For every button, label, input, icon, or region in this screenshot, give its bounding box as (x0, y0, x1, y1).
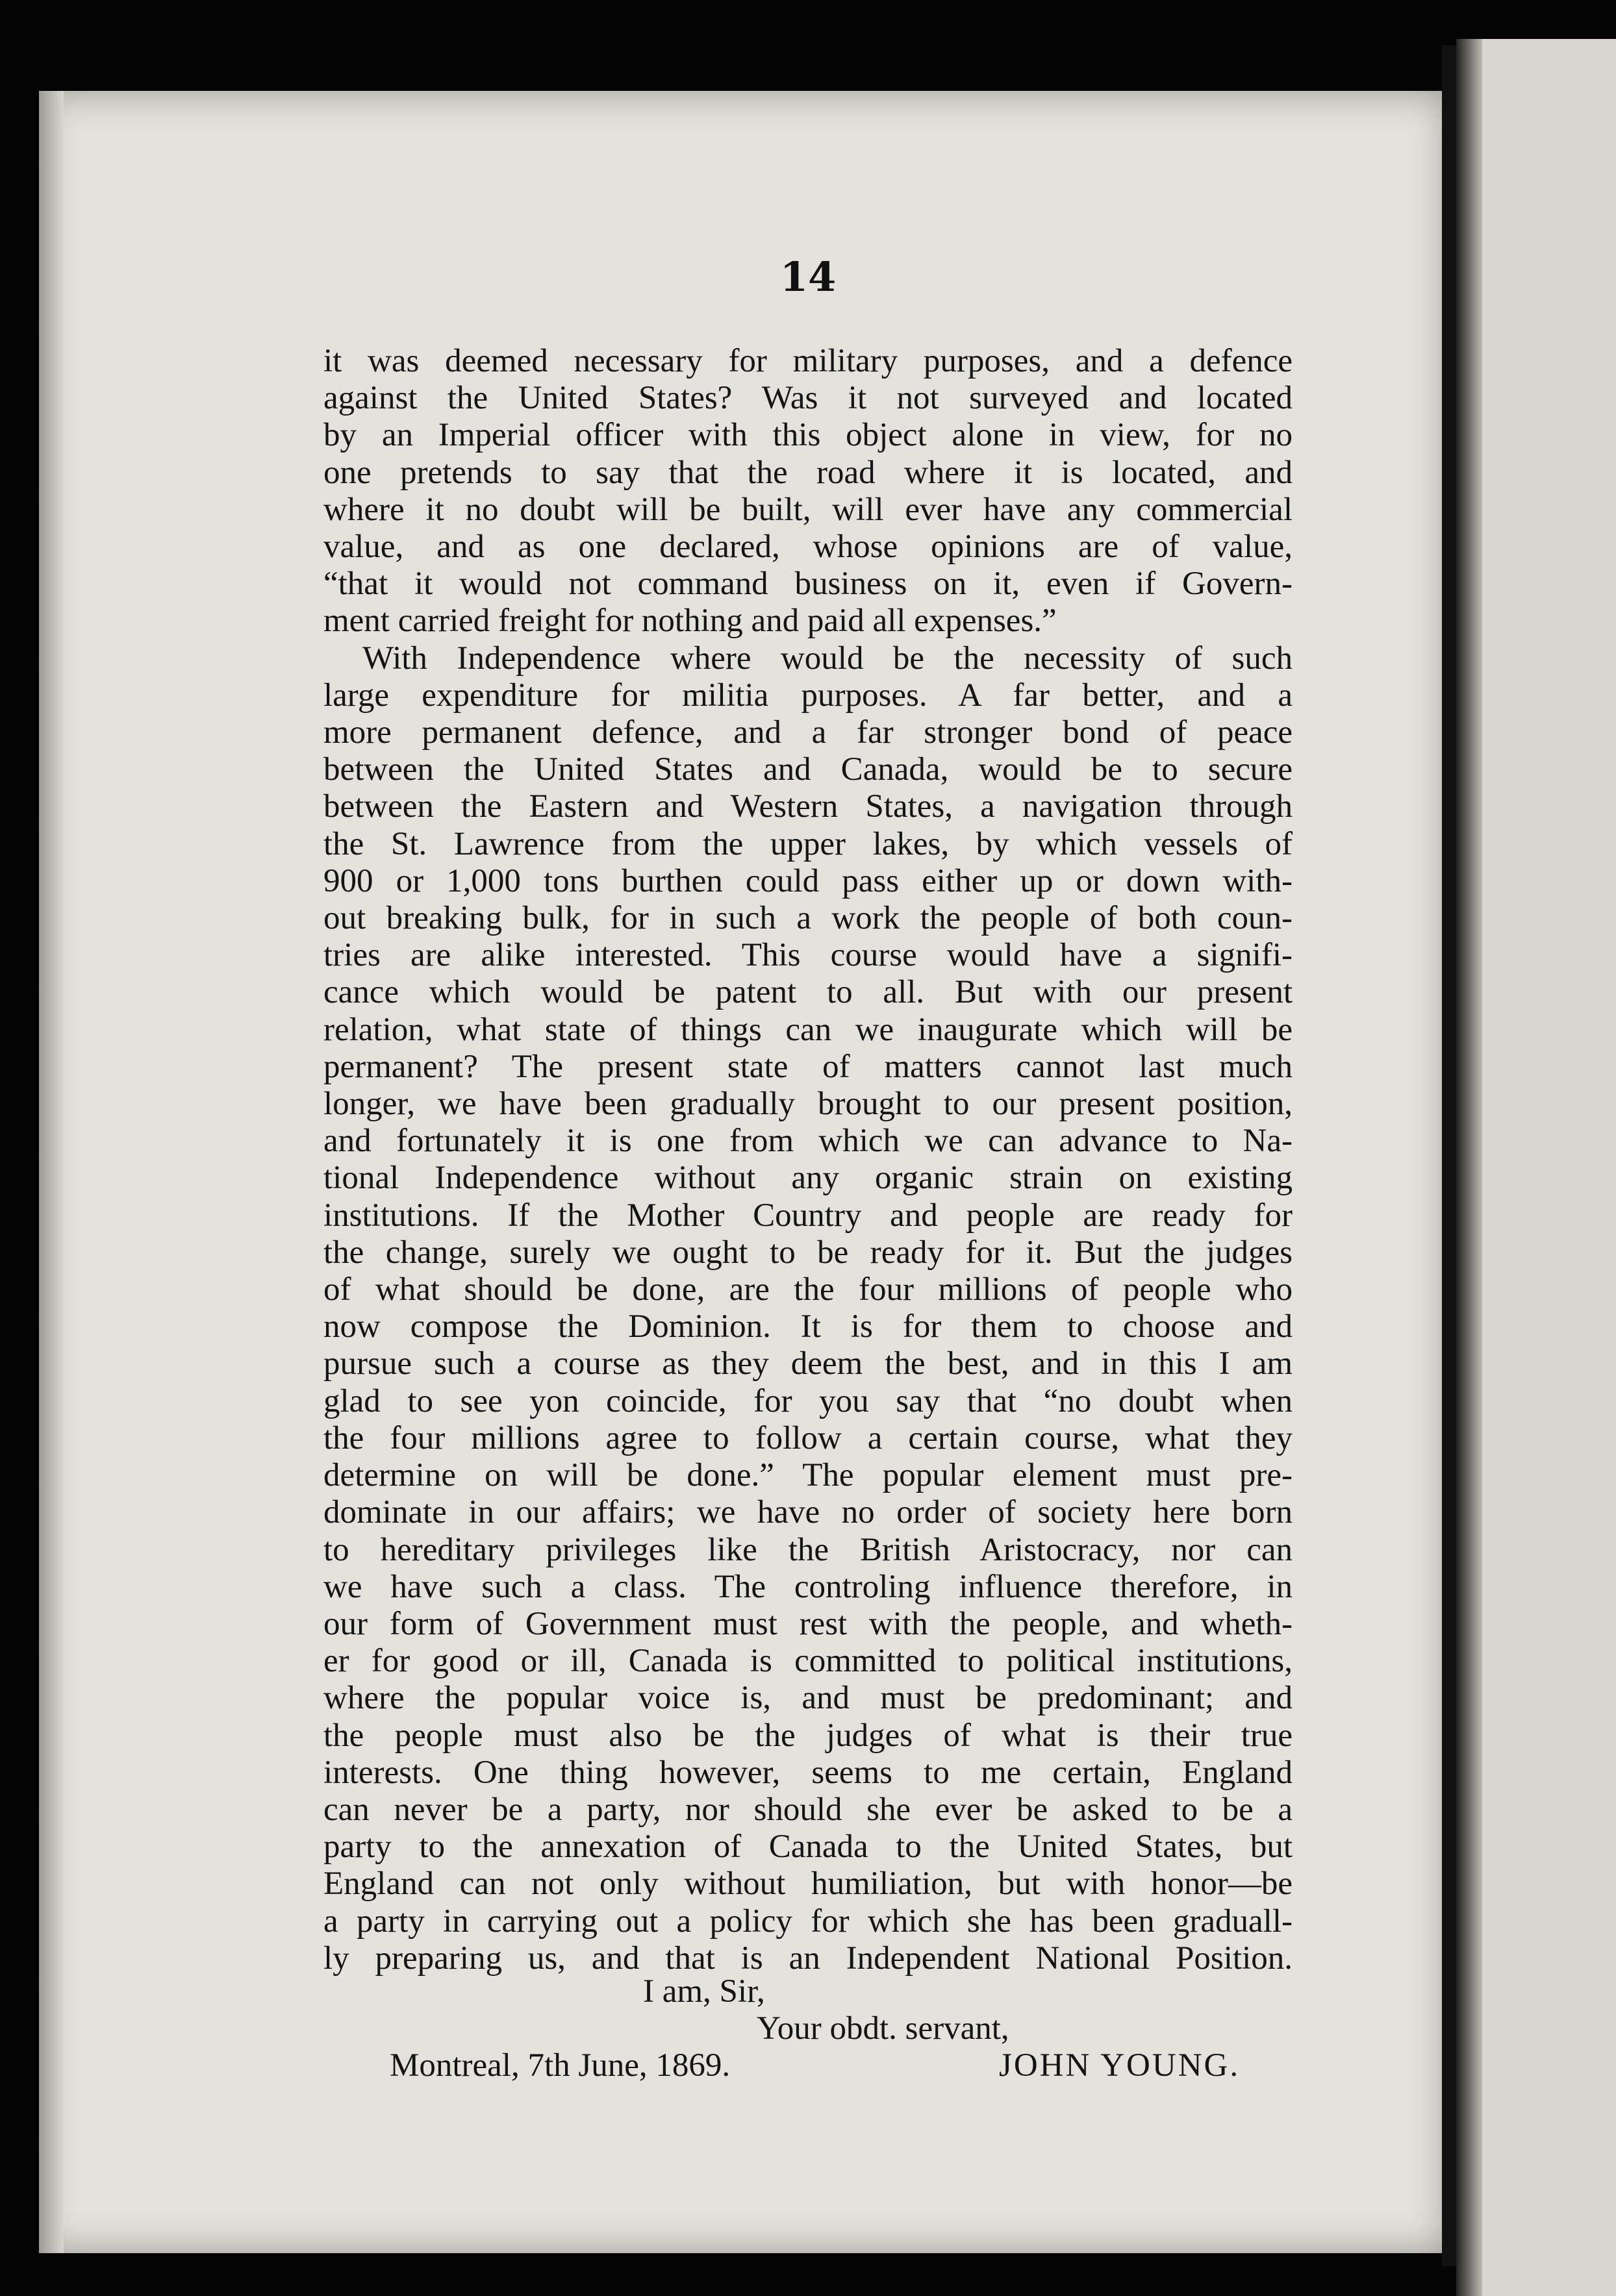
page-right-edge (1442, 45, 1456, 2266)
text-line: tries are alike interested. This course would have a signifi- (323, 937, 1293, 974)
text-line: of what should be done, are the four millions of people who (323, 1271, 1293, 1308)
text-line: large expenditure for militia purposes. A far better, and a (323, 677, 1293, 714)
place-and-date: Montreal, 7th June, 1869. (390, 2047, 731, 2084)
text-line: where it no doubt will be built, will ever have any commercial (323, 491, 1293, 528)
text-line: With Independence where would be the necessity of such (362, 640, 1293, 677)
text-line: institutions. If the Mother Country and people are ready for (323, 1197, 1293, 1234)
text-line: England can not only without humiliation, but with honor—be (323, 1866, 1293, 1903)
text-line: interests. One thing however, seems to me certain, England (323, 1754, 1293, 1791)
page-number: 14 (779, 253, 837, 301)
text-line: ly preparing us, and that is an Independent National Position. (323, 1940, 1293, 1977)
book-gutter (1456, 39, 1482, 2296)
text-line: one pretends to say that the road where it is located, and (323, 454, 1293, 491)
text-line: it was deemed necessary for military purposes, and a defence (323, 343, 1293, 379)
text-line: the four millions agree to follow a certain course, what they (323, 1419, 1293, 1456)
text-line: tional Independence without any organic strain on existing (323, 1160, 1293, 1197)
text-line: longer, we have been gradually brought to our present position, (323, 1086, 1293, 1123)
text-line: value, and as one declared, whose opinions are of value, (323, 529, 1293, 566)
text-line: to hereditary privileges like the British Aristocracy, nor can (323, 1531, 1293, 1568)
text-line: our form of Government must rest with the people, and wheth- (323, 1605, 1293, 1642)
text-line: the people must also be the judges of what is their true (323, 1717, 1293, 1754)
text-line: er for good or ill, Canada is committed to political institutions, (323, 1643, 1293, 1680)
text-line: by an Imperial officer with this object alone in view, for no (323, 417, 1293, 454)
text-line: dominate in our affairs; we have no order of society here born (323, 1494, 1293, 1531)
salutation: I am, Sir, (643, 1973, 765, 2010)
text-line: cance which would be patent to all. But with our present (323, 974, 1293, 1011)
text-line: “that it would not command business on it, even if Govern- (323, 566, 1293, 603)
text-line: ment carried freight for nothing and paid all expenses.” (323, 603, 1057, 640)
text-line: relation, what state of things can we inaugurate which will be (323, 1011, 1293, 1048)
text-line: can never be a party, nor should she ever be asked to be a (323, 1791, 1293, 1828)
text-line: party to the annexation of Canada to the United States, but (323, 1828, 1293, 1866)
letter-body (323, 343, 1293, 1977)
text-line: between the United States and Canada, would be to secure (323, 751, 1293, 788)
text-line: 900 or 1,000 tons burthen could pass either up or down with- (323, 862, 1293, 899)
page-left-margin-shadow (39, 91, 64, 2253)
text-line: where the popular voice is, and must be predominant; and (323, 1680, 1293, 1717)
text-line: out breaking bulk, for in such a work the people of both coun- (323, 900, 1293, 937)
text-line: between the Eastern and Western States, a navigation through (323, 788, 1293, 825)
text-line: and fortunately it is one from which we can advance to Na- (323, 1123, 1293, 1160)
text-line: more permanent defence, and a far stronger bond of peace (323, 714, 1293, 751)
text-line: now compose the Dominion. It is for them to choose and (323, 1308, 1293, 1345)
text-line: the change, surely we ought to be ready for it. But the judges (323, 1234, 1293, 1271)
text-line: we have such a class. The controling influence therefore, in (323, 1568, 1293, 1605)
text-line: pursue such a course as they deem the best, and in this I am (323, 1345, 1293, 1382)
text-line: determine on will be done.” The popular element must pre- (323, 1457, 1293, 1494)
text-line: against the United States? Was it not surveyed and located (323, 380, 1293, 417)
text-line: a party in carrying out a policy for which she has been graduall- (323, 1903, 1293, 1940)
text-line: glad to see yon coincide, for you say that “no doubt when (323, 1382, 1293, 1419)
signature-name: JOHN YOUNG. (999, 2047, 1241, 2084)
text-line: the St. Lawrence from the upper lakes, by which vessels of (323, 825, 1293, 862)
text-line: permanent? The present state of matters cannot last much (323, 1048, 1293, 1085)
valediction: Your obdt. servant, (757, 2010, 1009, 2047)
